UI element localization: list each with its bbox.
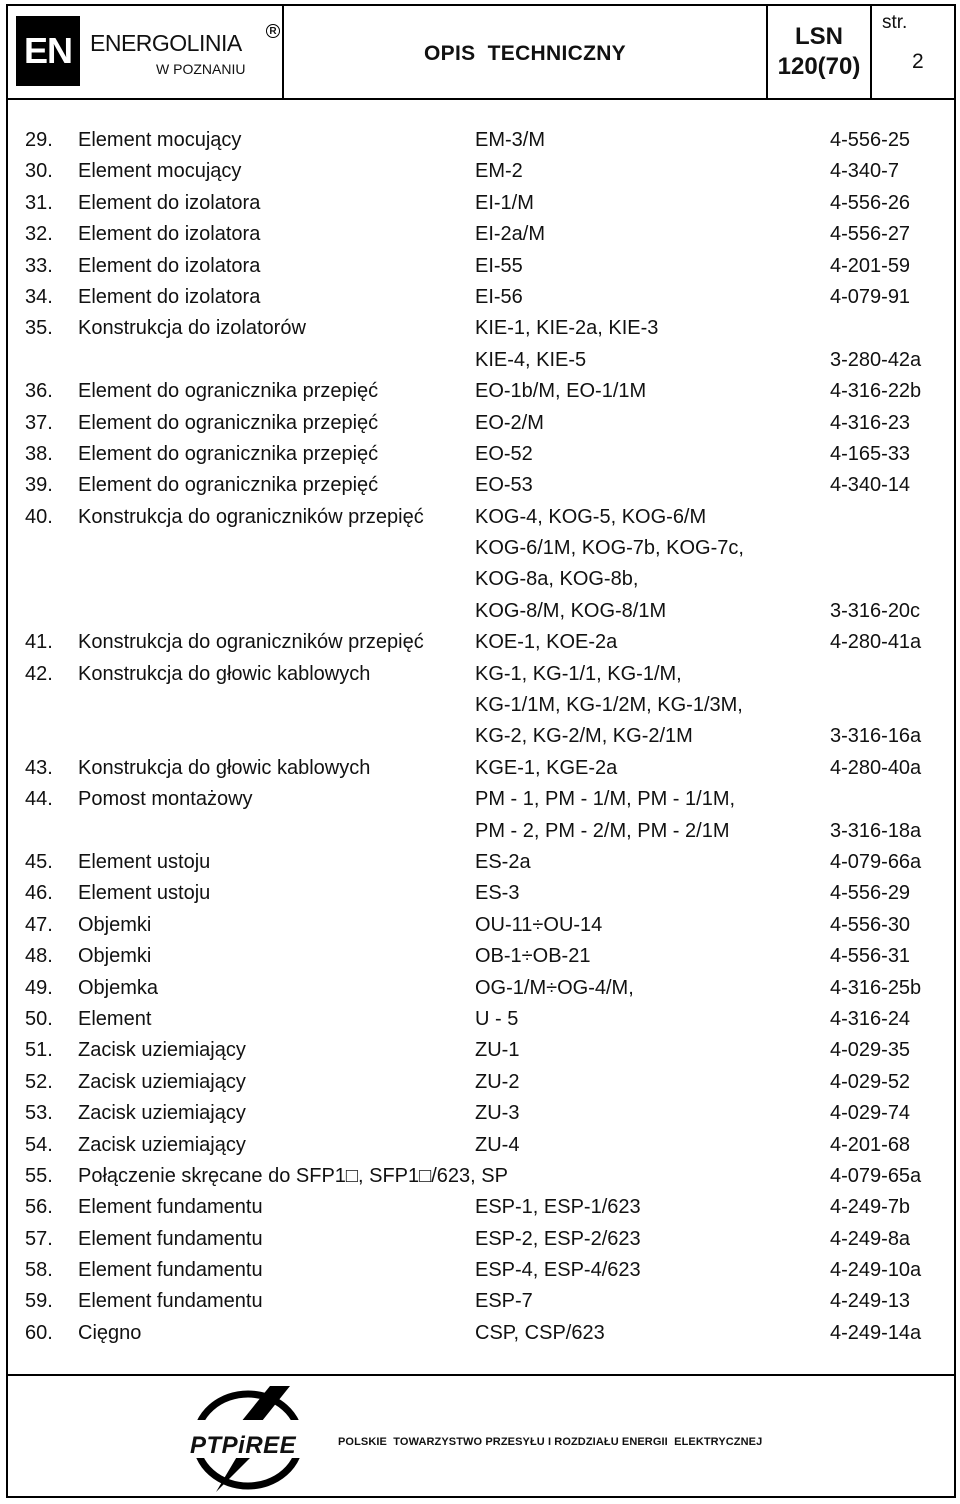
item-number: 29. bbox=[25, 129, 53, 151]
document-page bbox=[6, 4, 956, 1498]
item-name: Element do ogranicznika przepięć bbox=[78, 442, 379, 465]
item-code: KG-1, KG-1/1, KG-1/M, bbox=[475, 662, 682, 685]
item-drawing-ref: 4-556-26 bbox=[830, 191, 911, 214]
item-name: Element fundamentu bbox=[78, 1290, 263, 1313]
item-code: EI-56 bbox=[475, 285, 523, 308]
item-drawing-ref: 4-556-31 bbox=[830, 945, 911, 968]
item-code: OG-1/M÷OG-4/M, bbox=[475, 976, 634, 999]
item-code: KIE-4, KIE-5 bbox=[475, 348, 587, 371]
item-name: Konstrukcja do ograniczników przepięć bbox=[78, 631, 424, 654]
page-number: 2 bbox=[912, 50, 924, 73]
list-item bbox=[8, 251, 954, 282]
item-number: 37. bbox=[25, 411, 53, 434]
item-number: 58. bbox=[25, 1259, 53, 1282]
list-item bbox=[8, 973, 954, 1004]
item-code: EM-2 bbox=[475, 160, 523, 183]
item-number: 55. bbox=[25, 1164, 53, 1187]
item-name: Element bbox=[78, 1007, 152, 1030]
item-code: ESP-2, ESP-2/623 bbox=[475, 1227, 641, 1250]
parts-list bbox=[8, 125, 954, 1349]
item-name: Konstrukcja do izolatorów bbox=[78, 317, 306, 340]
list-item bbox=[8, 313, 954, 344]
society-name: POLSKIE TOWARZYSTWO PRZESYŁU I ROZDZIAŁU ENERGII ELEKTRYCZNEJ bbox=[338, 1436, 763, 1448]
item-code: ES-2a bbox=[475, 850, 531, 873]
registered-mark-icon: R bbox=[266, 24, 280, 38]
item-drawing-ref: 4-079-65a bbox=[830, 1164, 922, 1187]
item-number: 54. bbox=[25, 1133, 53, 1156]
item-code: KOG-4, KOG-5, KOG-6/M bbox=[475, 505, 707, 528]
page-number-block bbox=[872, 6, 956, 98]
item-code: ES-3 bbox=[475, 882, 520, 905]
item-drawing-ref: 3-316-18a bbox=[830, 819, 922, 842]
item-drawing-ref: 4-280-40a bbox=[830, 756, 922, 779]
item-drawing-ref: 4-340-14 bbox=[830, 474, 911, 497]
list-item bbox=[8, 878, 954, 909]
item-number: 39. bbox=[25, 474, 53, 497]
item-drawing-ref: 4-249-7b bbox=[830, 1196, 911, 1219]
item-number: 57. bbox=[25, 1227, 53, 1250]
list-item bbox=[8, 1224, 954, 1255]
document-code-line1: LSN bbox=[795, 23, 843, 50]
item-name: Objemki bbox=[78, 913, 152, 936]
item-number: 46. bbox=[25, 882, 53, 905]
list-item bbox=[8, 1035, 954, 1066]
item-drawing-ref: 3-316-20c bbox=[830, 599, 921, 622]
item-drawing-ref: 4-556-27 bbox=[830, 223, 911, 246]
list-item bbox=[8, 1098, 954, 1129]
list-item bbox=[8, 376, 954, 407]
list-item bbox=[8, 1318, 954, 1349]
list-item bbox=[8, 1130, 954, 1161]
item-code: KOE-1, KOE-2a bbox=[475, 631, 618, 654]
item-name: Element do izolatora bbox=[78, 285, 261, 308]
item-number: 56. bbox=[25, 1196, 53, 1219]
item-number: 38. bbox=[25, 442, 53, 465]
item-code: KOG-8/M, KOG-8/1M bbox=[475, 599, 667, 622]
list-item bbox=[8, 690, 954, 721]
item-name: Element do izolatora bbox=[78, 191, 261, 214]
item-code: KG-1/1M, KG-1/2M, KG-1/3M, bbox=[475, 694, 743, 717]
item-name: Element fundamentu bbox=[78, 1196, 263, 1219]
item-name: Element do izolatora bbox=[78, 223, 261, 246]
item-code: PM - 2, PM - 2/M, PM - 2/1M bbox=[475, 819, 730, 842]
item-number: 51. bbox=[25, 1039, 53, 1062]
item-code: EI-2a/M bbox=[475, 223, 546, 246]
page-label: str. bbox=[882, 12, 908, 33]
item-number: 52. bbox=[25, 1070, 53, 1093]
item-number: 36. bbox=[25, 380, 53, 403]
list-item bbox=[8, 125, 954, 156]
list-item bbox=[8, 1192, 954, 1223]
item-code: EO-52 bbox=[475, 442, 533, 465]
item-number: 40. bbox=[25, 505, 53, 528]
item-name: Pomost montażowy bbox=[78, 788, 253, 811]
list-item bbox=[8, 1286, 954, 1317]
item-number: 42. bbox=[25, 662, 53, 685]
company-block bbox=[8, 6, 284, 98]
item-code: KOG-6/1M, KOG-7b, KOG-7c, bbox=[475, 537, 744, 560]
item-name: Konstrukcja do głowic kablowych bbox=[78, 662, 371, 685]
item-name: Element ustoju bbox=[78, 850, 211, 873]
item-name: Element fundamentu bbox=[78, 1259, 263, 1282]
item-drawing-ref: 4-029-52 bbox=[830, 1070, 911, 1093]
document-code-block bbox=[768, 6, 872, 98]
item-number: 30. bbox=[25, 160, 53, 183]
item-number: 44. bbox=[25, 788, 53, 811]
item-name: Objemki bbox=[78, 945, 152, 968]
item-code: EM-3/M bbox=[475, 129, 545, 151]
list-item bbox=[8, 753, 954, 784]
list-item bbox=[8, 784, 954, 815]
item-name: Zacisk uziemiający bbox=[78, 1102, 246, 1125]
item-code: EI-55 bbox=[475, 254, 523, 277]
item-number: 31. bbox=[25, 191, 53, 214]
document-code-line2: 120(70) bbox=[777, 53, 861, 80]
item-name: Objemka bbox=[78, 976, 159, 999]
company-city: W POZNANIU bbox=[156, 61, 246, 77]
item-drawing-ref: 3-316-16a bbox=[830, 725, 922, 748]
list-item bbox=[8, 156, 954, 187]
company-name: ENERGOLINIA bbox=[90, 30, 242, 56]
item-code: EO-53 bbox=[475, 474, 533, 497]
item-code: CSP, CSP/623 bbox=[475, 1321, 605, 1344]
item-drawing-ref: 4-316-24 bbox=[830, 1007, 911, 1030]
item-code: U - 5 bbox=[475, 1007, 519, 1030]
item-drawing-ref: 4-340-7 bbox=[830, 160, 899, 183]
list-item bbox=[8, 1004, 954, 1035]
document-footer bbox=[8, 1374, 954, 1500]
list-item bbox=[8, 1067, 954, 1098]
item-number: 43. bbox=[25, 756, 53, 779]
item-name: Zacisk uziemiający bbox=[78, 1133, 246, 1156]
item-code: KIE-1, KIE-2a, KIE-3 bbox=[475, 317, 659, 340]
item-code: ESP-4, ESP-4/623 bbox=[475, 1259, 641, 1282]
item-drawing-ref: 4-165-33 bbox=[830, 442, 911, 465]
list-item bbox=[8, 345, 954, 376]
list-item bbox=[8, 408, 954, 439]
item-code: KG-2, KG-2/M, KG-2/1M bbox=[475, 725, 693, 748]
item-name: Konstrukcja do głowic kablowych bbox=[78, 756, 371, 779]
item-drawing-ref: 4-029-74 bbox=[830, 1102, 911, 1125]
item-code: ESP-7 bbox=[475, 1290, 533, 1313]
item-code: EO-2/M bbox=[475, 411, 544, 434]
list-item bbox=[8, 659, 954, 690]
list-item bbox=[8, 910, 954, 941]
item-drawing-ref: 4-249-14a bbox=[830, 1321, 922, 1344]
item-name: Element do ogranicznika przepięć bbox=[78, 411, 379, 434]
list-item bbox=[8, 721, 954, 752]
company-logo: EN bbox=[16, 16, 80, 86]
item-code: ZU-4 bbox=[475, 1133, 520, 1156]
document-title: OPIS TECHNICZNY bbox=[424, 42, 626, 65]
list-item bbox=[8, 596, 954, 627]
item-drawing-ref: 4-249-8a bbox=[830, 1227, 911, 1250]
item-name: Konstrukcja do ograniczników przepięć bbox=[78, 505, 424, 528]
item-number: 53. bbox=[25, 1102, 53, 1125]
item-number: 47. bbox=[25, 913, 53, 936]
item-number: 45. bbox=[25, 850, 53, 873]
item-drawing-ref: 4-249-10a bbox=[830, 1259, 922, 1282]
list-item bbox=[8, 564, 954, 595]
item-drawing-ref: 4-556-30 bbox=[830, 913, 911, 936]
list-item bbox=[8, 941, 954, 972]
item-drawing-ref: 4-249-13 bbox=[830, 1290, 911, 1313]
item-code: KOG-8a, KOG-8b, bbox=[475, 568, 639, 591]
title-block bbox=[284, 6, 768, 98]
list-item bbox=[8, 533, 954, 564]
list-item bbox=[8, 502, 954, 533]
list-item bbox=[8, 627, 954, 658]
item-name: Cięgno bbox=[78, 1321, 142, 1344]
item-drawing-ref: 4-556-25 bbox=[830, 129, 911, 151]
item-drawing-ref: 4-316-22b bbox=[830, 380, 922, 403]
item-drawing-ref: 4-079-66a bbox=[830, 850, 922, 873]
item-code: EI-1/M bbox=[475, 191, 534, 214]
list-item bbox=[8, 470, 954, 501]
item-drawing-ref: 4-280-41a bbox=[830, 631, 922, 654]
item-number: 41. bbox=[25, 631, 53, 654]
item-drawing-ref: 4-029-35 bbox=[830, 1039, 911, 1062]
item-drawing-ref: 4-556-29 bbox=[830, 882, 911, 905]
item-code: KGE-1, KGE-2a bbox=[475, 756, 618, 779]
item-drawing-ref: 3-280-42a bbox=[830, 348, 922, 371]
item-code: ESP-1, ESP-1/623 bbox=[475, 1196, 641, 1219]
list-item bbox=[8, 1255, 954, 1286]
list-item bbox=[8, 816, 954, 847]
list-item bbox=[8, 1161, 954, 1192]
list-item bbox=[8, 847, 954, 878]
item-code: PM - 1, PM - 1/M, PM - 1/1M, bbox=[475, 788, 736, 811]
item-number: 33. bbox=[25, 254, 53, 277]
item-drawing-ref: 4-201-68 bbox=[830, 1133, 911, 1156]
item-drawing-ref: 4-201-59 bbox=[830, 254, 911, 277]
list-item bbox=[8, 282, 954, 313]
item-number: 48. bbox=[25, 945, 53, 968]
item-code: ZU-1 bbox=[475, 1039, 520, 1062]
item-name: Element mocujący bbox=[78, 160, 242, 183]
item-name: Zacisk uziemiający bbox=[78, 1039, 246, 1062]
item-name: Element do ogranicznika przepięć bbox=[78, 474, 379, 497]
list-item bbox=[8, 439, 954, 470]
item-name: Zacisk uziemiający bbox=[78, 1070, 246, 1093]
item-code: ZU-3 bbox=[475, 1102, 520, 1125]
item-number: 50. bbox=[25, 1007, 53, 1030]
item-code: EO-1b/M, EO-1/1M bbox=[475, 380, 647, 403]
item-code: OB-1÷OB-21 bbox=[475, 945, 591, 968]
document-header bbox=[8, 6, 954, 100]
list-item bbox=[8, 219, 954, 250]
item-number: 59. bbox=[25, 1290, 53, 1313]
item-code: OU-11÷OU-14 bbox=[475, 913, 603, 936]
item-number: 35. bbox=[25, 317, 53, 340]
item-name: Połączenie skręcane do SFP1□, SFP1□/623, SP bbox=[78, 1164, 508, 1187]
list-item bbox=[8, 188, 954, 219]
ptpiree-logo-text: PTPiREE bbox=[190, 1432, 297, 1459]
item-name: Element do ogranicznika przepięć bbox=[78, 380, 379, 403]
item-number: 60. bbox=[25, 1321, 53, 1344]
item-number: 32. bbox=[25, 223, 53, 246]
item-code: ZU-2 bbox=[475, 1070, 520, 1093]
item-number: 34. bbox=[25, 285, 53, 308]
item-name: Element fundamentu bbox=[78, 1227, 263, 1250]
item-name: Element ustoju bbox=[78, 882, 211, 905]
item-name: Element do izolatora bbox=[78, 254, 261, 277]
item-drawing-ref: 4-316-25b bbox=[830, 976, 922, 999]
item-drawing-ref: 4-316-23 bbox=[830, 411, 911, 434]
item-name: Element mocujący bbox=[78, 129, 242, 151]
item-number: 49. bbox=[25, 976, 53, 999]
item-drawing-ref: 4-079-91 bbox=[830, 285, 911, 308]
